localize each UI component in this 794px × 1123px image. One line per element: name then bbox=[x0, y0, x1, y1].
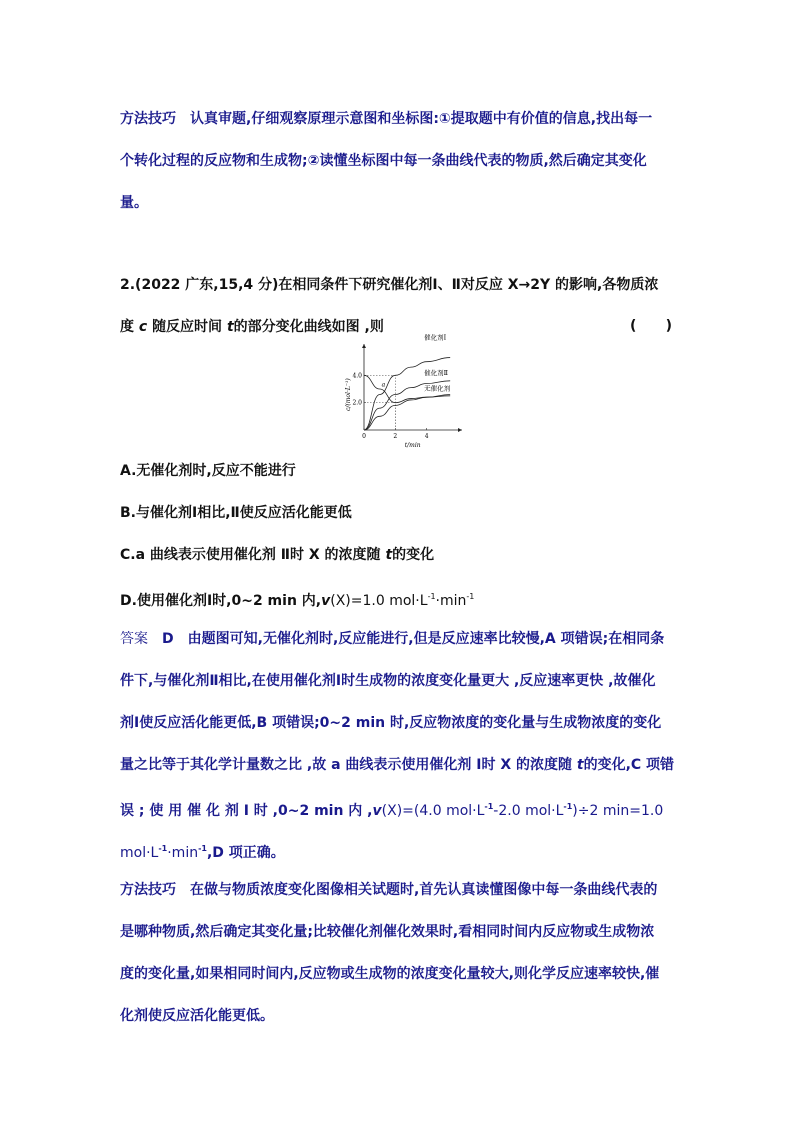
answer-paren: ( ) bbox=[630, 318, 673, 334]
option-b: B.与催化剂Ⅰ相比,Ⅱ使反应活化能更低 bbox=[120, 505, 352, 521]
tip2-line3: 度的变化量,如果相同时间内,反应物或生成物的浓度变化量较大,则化学反应速率较快,催 bbox=[120, 966, 660, 982]
x-axis-arrow bbox=[458, 428, 462, 432]
tip1-line1: 方法技巧 认真审题,仔细观察原理示意图和坐标图:①提取题中有价值的信息,找出每一 bbox=[120, 111, 653, 127]
x-tick-label: 0 bbox=[362, 433, 366, 440]
tip1-line2: 个转化过程的反应物和生成物;②读懂坐标图中每一条曲线代表的物质,然后确定其变化 bbox=[120, 153, 647, 169]
concentration-time-chart bbox=[336, 333, 466, 450]
answer-choice: D bbox=[162, 631, 174, 647]
question-stem-line1: 2.(2022 广东,15,4 分)在相同条件下研究催化剂Ⅰ、Ⅱ对反应 X→2Y 的影响,各物质浓 bbox=[120, 277, 659, 293]
tip2-line4: 化剂使反应活化能更低。 bbox=[120, 1008, 274, 1024]
answer-line2: 件下,与催化剂Ⅱ相比,在使用催化剂Ⅰ时生成物的浓度变化量更大 ,反应速率更快 ,故催化 bbox=[120, 673, 656, 689]
x-tick-label: 4 bbox=[424, 433, 429, 440]
tip-label: 方法技巧 bbox=[120, 111, 176, 127]
series-label: 催化剂Ⅰ bbox=[424, 333, 447, 342]
y-tick-label: 2.0 bbox=[352, 399, 362, 407]
x-tick-label: 2 bbox=[393, 433, 398, 440]
tip1-line3: 量。 bbox=[120, 195, 148, 211]
tip-label: 方法技巧 bbox=[120, 882, 176, 898]
x-axis-label: t/min bbox=[404, 442, 421, 449]
option-c: C.a 曲线表示使用催化剂 Ⅱ时 X 的浓度随 t的变化 bbox=[120, 547, 435, 563]
answer-label: 答案 bbox=[120, 631, 148, 647]
answer-line4: 量之比等于其化学计量数之比 ,故 a 曲线表示使用催化剂 Ⅰ时 X 的浓度随 t的变化,C 项错 bbox=[120, 757, 675, 773]
answer-line5: 误 ; 使 用 催 化 剂 Ⅰ 时 ,0~2 min 内 ,v(X)=(4.0 $mol\cdot L^{-1}-2.0$ $mol\cdot L^{-1})\div 2$ min=1.0 bbox=[120, 802, 664, 819]
series-label: 催化剂Ⅱ bbox=[424, 368, 449, 377]
answer-line1: 答案 D 由题图可知,无催化剂时,反应能进行,但是反应速率比较慢,A 项错误;在相同条 bbox=[120, 631, 665, 647]
question-stem-line2: 度 c 随反应时间 t的部分变化曲线如图 ,则 bbox=[120, 319, 384, 335]
option-d: D.使用催化剂Ⅰ时,0~2 min 内,v(X)=1.0 $mol\cdot L^{-1}\cdot\min^{-1}$ bbox=[120, 592, 475, 609]
chart-guides bbox=[364, 375, 395, 430]
curve-a-label: a bbox=[381, 381, 386, 389]
option-a: A.无催化剂时,反应不能进行 bbox=[120, 463, 296, 479]
tip2-line2: 是哪种物质,然后确定其变化量;比较催化剂催化效果时,看相同时间内反应物或生成物浓 bbox=[120, 924, 655, 940]
answer-line6: $mol\cdot L^{-1}\cdot\min^{-1},D$ 项正确。 bbox=[120, 844, 285, 861]
y-tick-label: 4.0 bbox=[352, 372, 362, 380]
series-label: 无催化剂 bbox=[424, 384, 451, 393]
y-axis-arrow bbox=[362, 344, 366, 348]
y-axis-label: c/(mol·L⁻¹) bbox=[345, 378, 352, 411]
chart-labels bbox=[345, 333, 451, 449]
answer-line3: 剂Ⅰ使反应活化能更低,B 项错误;0~2 min 时,反应物浓度的变化量与生成物浓度的变化 bbox=[120, 715, 662, 731]
tip2-line1: 方法技巧 在做与物质浓度变化图像相关试题时,首先认真读懂图像中每一条曲线代表的 bbox=[120, 882, 658, 898]
series-line bbox=[364, 394, 450, 430]
